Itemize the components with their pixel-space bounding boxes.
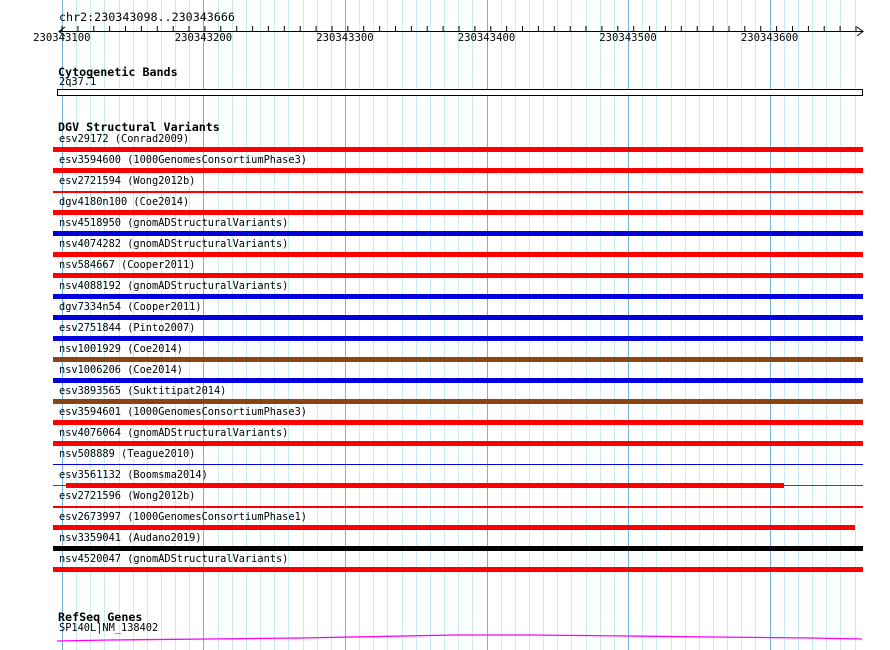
- variant-label[interactable]: nsv4520047 (gnomADStructuralVariants): [59, 553, 289, 565]
- dgv-section-title: DGV Structural Variants: [58, 120, 220, 134]
- variant-bar[interactable]: [53, 357, 863, 362]
- ruler-tick-label: 230343300: [316, 32, 374, 44]
- variant-label[interactable]: dgv4180n100 (Coe2014): [59, 196, 190, 208]
- variant-bar[interactable]: [53, 485, 66, 486]
- ruler-tick-label: 230343600: [740, 32, 799, 44]
- variant-bar[interactable]: [53, 147, 863, 152]
- variant-bar[interactable]: [53, 273, 863, 278]
- variant-label[interactable]: esv2673997 (1000GenomesConsortiumPhase1): [59, 511, 307, 523]
- variant-bar[interactable]: [53, 210, 863, 215]
- variant-label[interactable]: esv3594600 (1000GenomesConsortiumPhase3): [59, 154, 307, 166]
- variant-label[interactable]: nsv4076064 (gnomADStructuralVariants): [59, 427, 289, 439]
- variant-label[interactable]: nsv584667 (Cooper2011): [59, 259, 196, 271]
- variant-bar[interactable]: [53, 420, 863, 425]
- variant-label[interactable]: esv3893565 (Suktitipat2014): [59, 385, 227, 397]
- variant-label[interactable]: esv2751844 (Pinto2007): [59, 322, 196, 334]
- variant-bar[interactable]: [53, 378, 863, 383]
- ruler-tick-label: 230343500: [599, 32, 657, 44]
- variant-bar[interactable]: [53, 567, 863, 572]
- variant-label[interactable]: nsv4088192 (gnomADStructuralVariants): [59, 280, 289, 292]
- variant-bar[interactable]: [53, 399, 863, 404]
- variant-bar[interactable]: [53, 231, 863, 236]
- variant-bar[interactable]: [53, 464, 863, 465]
- variant-bar[interactable]: [53, 252, 863, 257]
- variant-label[interactable]: nsv4518950 (gnomADStructuralVariants): [59, 217, 289, 229]
- variant-bar[interactable]: [53, 506, 863, 508]
- variant-label[interactable]: nsv1006206 (Coe2014): [59, 364, 183, 376]
- variant-bar[interactable]: [784, 485, 863, 486]
- ruler-tick-label: 230343100: [33, 32, 91, 44]
- variant-bar[interactable]: [53, 191, 863, 193]
- variant-bar[interactable]: [53, 168, 863, 173]
- ruler-tick-label: 230343400: [457, 32, 516, 44]
- variant-label[interactable]: dgv7334n54 (Cooper2011): [59, 301, 202, 313]
- variant-bar[interactable]: [66, 483, 784, 488]
- variant-label[interactable]: nsv1001929 (Coe2014): [59, 343, 183, 355]
- variant-label[interactable]: nsv3359041 (Audano2019): [59, 532, 202, 544]
- variant-label[interactable]: esv3561132 (Boomsma2014): [59, 469, 208, 481]
- variant-bar[interactable]: [53, 336, 863, 341]
- cytoband-label: 2q37.1: [59, 76, 97, 88]
- variant-label[interactable]: nsv508889 (Teague2010): [59, 448, 196, 460]
- refseq-gene-label[interactable]: SP140L|NM_138402: [59, 622, 159, 634]
- variant-bar[interactable]: [53, 525, 855, 530]
- variant-label[interactable]: esv2721594 (Wong2012b): [59, 175, 196, 187]
- variant-bar[interactable]: [53, 294, 863, 299]
- cytogenetic-section-title: Cytogenetic Bands: [58, 65, 178, 79]
- variant-label[interactable]: esv2721596 (Wong2012b): [59, 490, 196, 502]
- variant-label[interactable]: nsv4074282 (gnomADStructuralVariants): [59, 238, 289, 250]
- variant-bar[interactable]: [53, 546, 863, 551]
- variant-label[interactable]: esv3594601 (1000GenomesConsortiumPhase3): [59, 406, 307, 418]
- ruler-tick-label: 230343200: [174, 32, 233, 44]
- region-position-label: chr2:230343098..230343666: [59, 10, 235, 24]
- variant-label[interactable]: esv29172 (Conrad2009): [59, 133, 190, 145]
- refseq-section-title: RefSeq Genes: [58, 610, 143, 624]
- variant-bar[interactable]: [53, 441, 863, 446]
- variant-bar[interactable]: [53, 315, 863, 320]
